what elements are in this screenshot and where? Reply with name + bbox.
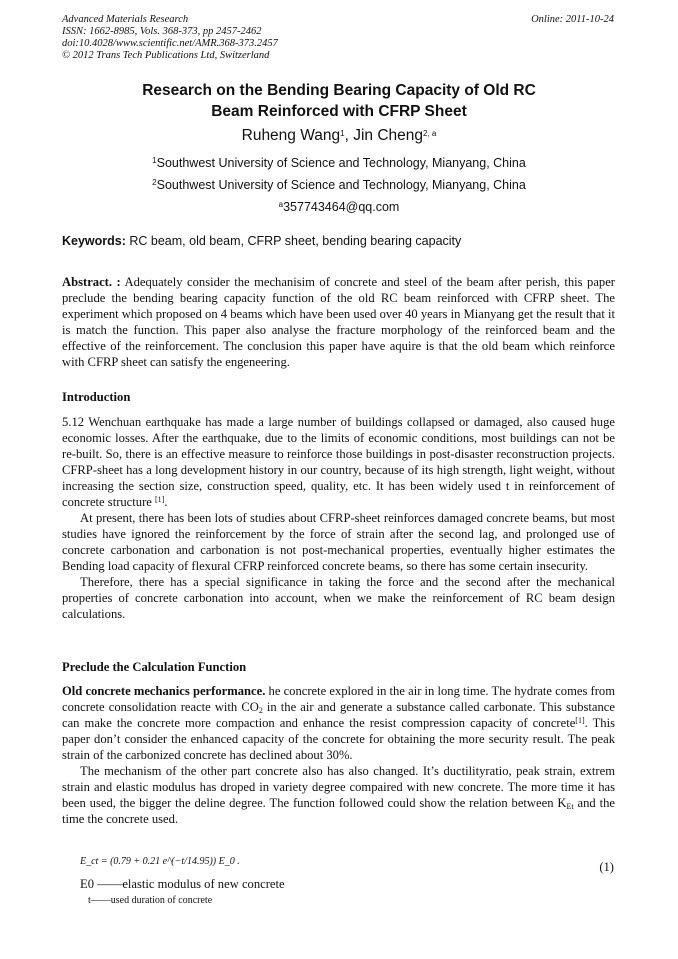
abstract-label: Abstract. : (62, 275, 121, 289)
equation-number: (1) (599, 860, 614, 874)
copyright: © 2012 Trans Tech Publications Ltd, Switzerland (62, 50, 270, 61)
author: Ruheng Wang (241, 127, 341, 144)
paragraph: Therefore, there has a special significance in taking the force and the second after the mechanical properties of concrete carbonation into account, when we make the reinforcement of RC beam design calculations. (62, 575, 615, 621)
journal-name: Advanced Materials Research (62, 14, 189, 25)
paper-title (0, 80, 678, 122)
author-sup: 2, a (423, 129, 437, 138)
introduction-body (62, 414, 615, 622)
run-in-heading: Old concrete mechanics performance. (62, 684, 266, 698)
aff-sup: a (278, 200, 284, 209)
journal-header (62, 14, 278, 62)
author: Jin Cheng (353, 127, 424, 144)
equation: E_ct = (0.79 + 0.21 e^(−t/14.95)) E_0 . (80, 856, 240, 867)
text: and the time the concrete used. (62, 796, 615, 826)
citation: [1] (575, 716, 585, 725)
citation: [1] (155, 495, 165, 504)
variable-definition: t——used duration of concrete (88, 895, 213, 906)
text: in the air and generate a substance called carbonate. This substance can make the concrete more compaction and enhance the resist compression capacity of concrete (62, 700, 615, 730)
abstract-text: Adequately consider the mechanisim of concrete and steel of the beam after perish, this paper preclude the bending bearing capacity function of the old RC beam reinforced with CFRP sheet. The experiment which proposed on 4 beams which have been used over 40 years in Mianyang get the result that it is match the function. This paper also analyse the fracture morphology of the reinforced beam and the effective of the reinforcement. The conclusion this paper have aquire is that the old beam which reinforce with CFRP sheet can satisfy the engeneering. (62, 275, 615, 369)
title-line: Beam Reinforced with CFRP Sheet (211, 103, 467, 120)
affiliation (0, 156, 678, 170)
author-sup: 1 (340, 129, 345, 138)
paragraph (62, 683, 615, 763)
keywords-label: Keywords: (62, 234, 126, 248)
sep: , (344, 127, 354, 144)
keywords (62, 234, 461, 248)
text: . (164, 495, 168, 509)
title-line: Research on the Bending Bearing Capacity of Old RC (142, 82, 536, 99)
text: 5.12 Wenchuan earthquake has made a large number of buildings collapsed or damaged, also caused huge economic losses. After the earthquake, due to the limits of economic conditions, most buildings can not be re-built. So, there is an effective measure to reinforce those buildings in post-disaster reconstruction projects. CFRP-sheet has a long development history in our country, because of its high strength, light weight, without increasing the section size, construction speed, quality, etc. It has been widely used t in reinforcement of concrete structure (62, 415, 615, 509)
section-heading-introduction: Introduction (62, 390, 131, 404)
subscript: Et (566, 802, 574, 811)
aff-sup: 1 (152, 156, 157, 165)
aff-sup: 2 (152, 178, 157, 187)
aff-text: Southwest University of Science and Technology, Mianyang, China (156, 156, 526, 170)
preclude-body (62, 683, 615, 827)
keywords-text: RC beam, old beam, CFRP sheet, bending bearing capacity (125, 234, 462, 248)
paragraph (62, 763, 615, 827)
abstract (62, 274, 615, 370)
text: The mechanism of the other part concrete also has also changed. It’s ductilityratio, peak strain, extrem strain and elastic modulus has droped in variety degree compaired with new concrete. The more time it has been used, the bigger the deline degree. The function followed could show the relation between K (62, 764, 615, 810)
authors (0, 127, 678, 145)
text: . This paper don’t consider the enhanced capacity of the concrete for obtaining the more security result. The peak strain of the carbonized concrete has declined about 30%. (62, 716, 615, 762)
doi: doi:10.4028/www.scientific.net/AMR.368-373.2457 (62, 38, 278, 49)
online-date: Online: 2011-10-24 (531, 14, 614, 25)
variable-definition: E0 ——elastic modulus of new concrete (80, 877, 285, 891)
section-heading-preclude: Preclude the Calculation Function (62, 660, 247, 674)
paragraph: At present, there has been lots of studies about CFRP-sheet reinforces damaged concrete beams, but most studies have ignored the reinforcement by the force of strain after the second lag, and prolonged use of concrete carbonation and carbonation is not post-mechanical properties, eventually higher estimates the Bending load capacity of flexural CFRP reinforced concrete beams, so there has some certain insecurity. (62, 511, 615, 573)
text: he concrete explored in the air in long time. The hydrate comes from concrete consolidation reacte with CO (62, 684, 615, 714)
aff-text: Southwest University of Science and Technology, Mianyang, China (156, 178, 526, 192)
subscript: 2 (258, 706, 263, 715)
affiliation (0, 178, 678, 192)
paragraph (62, 414, 615, 510)
issn: ISSN: 1662-8985, Vols. 368-373, pp 2457-2462 (62, 26, 262, 37)
email (0, 200, 678, 214)
email-text: 357743464@qq.com (283, 200, 400, 214)
